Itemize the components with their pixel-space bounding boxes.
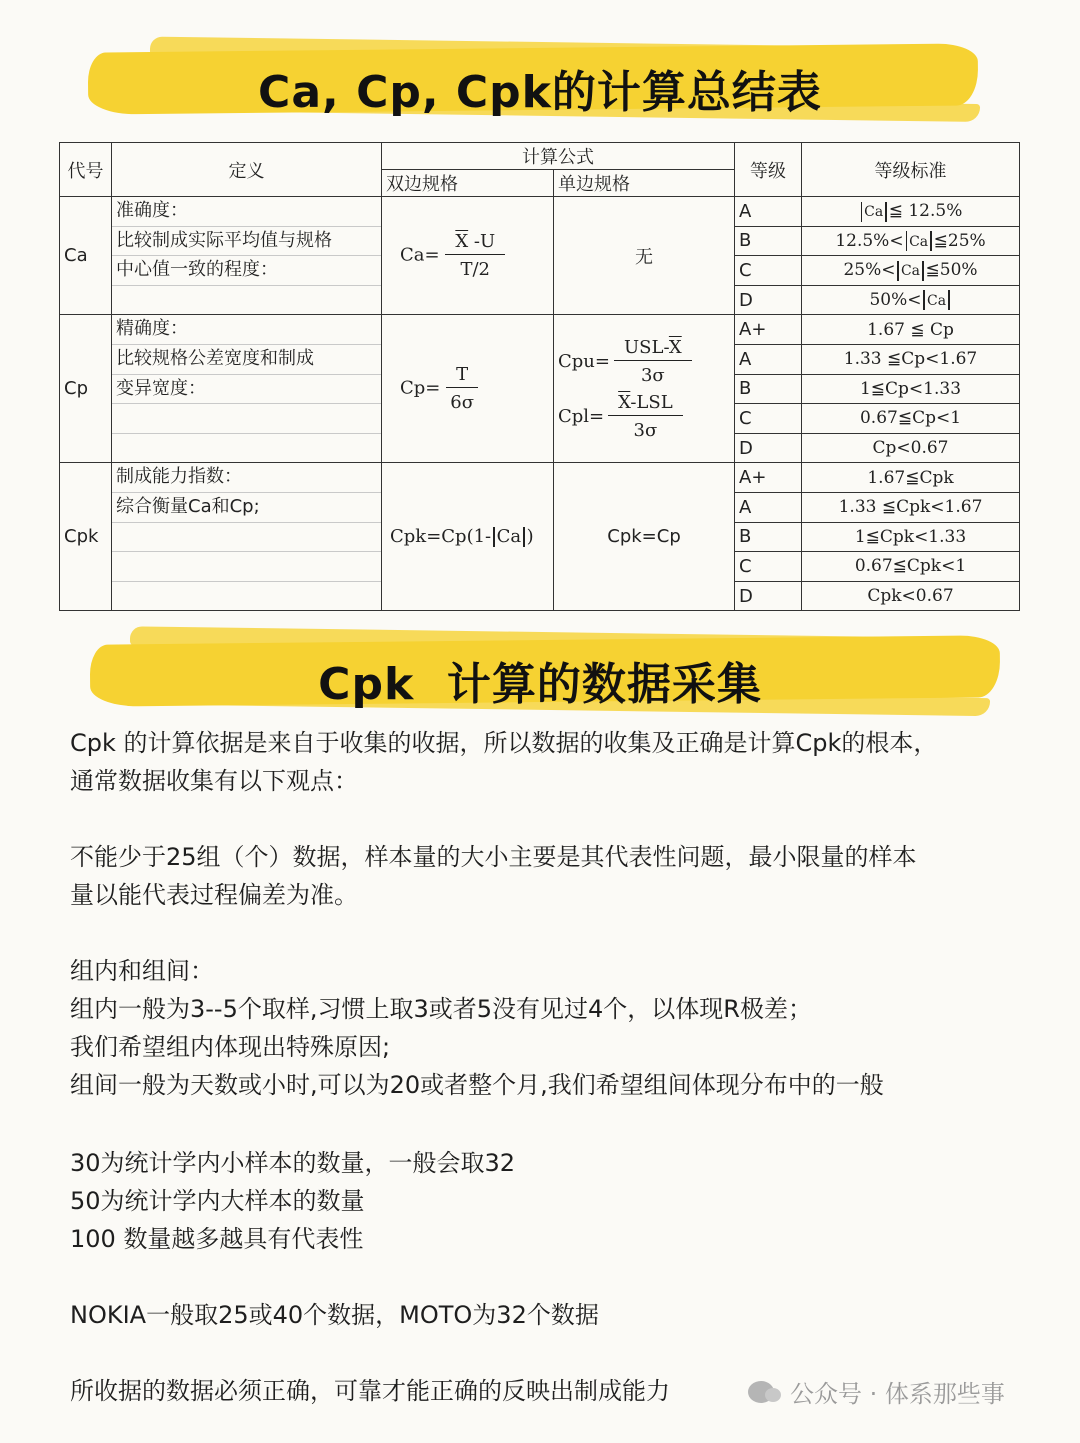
- abs-bar: [906, 231, 908, 251]
- text-line: 100 数量越多越具有代表性: [70, 1225, 364, 1253]
- grade-standard: 1.33 ≦Cp<1.67: [802, 344, 1020, 374]
- formula-lhs: Ca=: [400, 244, 440, 266]
- abs-bar: [493, 527, 495, 547]
- definition-line: [112, 286, 381, 315]
- grade-standard: 1≦Cp<1.33: [802, 374, 1020, 404]
- header-bilateral: 双边规格: [382, 170, 554, 197]
- abs-bar: [930, 231, 932, 251]
- formula-post: ): [526, 526, 534, 548]
- text-line: 通常数据收集有以下观点：: [70, 767, 358, 795]
- fraction: [445, 231, 505, 280]
- std-pre: 50%<: [869, 289, 922, 310]
- grade-label: D: [735, 285, 802, 315]
- wechat-icon: [748, 1381, 774, 1403]
- page-title: Ca, Cp, Cpk的计算总结表: [258, 67, 822, 118]
- definition-cp: [112, 315, 382, 463]
- text-line: Cpk 的计算依据是来自于收集的收据，所以数据的收集及正确是计算Cpk的根本，: [70, 729, 938, 757]
- definition-line: 综合衡量Ca和Cp;: [112, 493, 381, 523]
- grade-label: C: [735, 404, 802, 434]
- header-definition: 定义: [112, 143, 382, 197]
- grade-label: D: [735, 581, 802, 611]
- std-pre: 25%<: [843, 260, 896, 281]
- ca-var: Ca: [900, 263, 921, 280]
- header-formula: 计算公式: [382, 143, 735, 170]
- definition-line: 准确度：: [112, 197, 381, 227]
- fraction: [608, 392, 683, 441]
- grade-label: A: [735, 344, 802, 374]
- section-title: Cpk 计算的数据采集: [318, 659, 762, 710]
- watermark-text: 公众号 · 体系那些事: [790, 1380, 1005, 1408]
- std-pre: 12.5%<: [835, 230, 904, 251]
- watermark: [748, 1374, 1005, 1409]
- text-line: NOKIA一般取25或40个数据，MOTO为32个数据: [70, 1301, 599, 1329]
- definition-line: 变异宽度：: [112, 375, 381, 405]
- abs-bar: [861, 202, 863, 222]
- grade-label: C: [735, 256, 802, 286]
- header-code: 代号: [60, 143, 112, 197]
- definition-line: 比较规格公差宽度和制成: [112, 345, 381, 375]
- numerator: -U: [468, 231, 496, 253]
- abs-bar: [885, 202, 887, 222]
- formula-ca: [382, 197, 554, 315]
- code-ca: Ca: [60, 197, 112, 315]
- denominator: 3σ: [633, 419, 658, 441]
- grade-label: A: [735, 492, 802, 522]
- std-text: ≦50%: [925, 260, 978, 281]
- text-line: 量以能代表过程偏差为准。: [70, 881, 358, 909]
- text-line: 50为统计学内大样本的数量: [70, 1187, 365, 1215]
- denominator: 3σ: [640, 364, 665, 386]
- grade-standard: 1≦Cpk<1.33: [802, 522, 1020, 552]
- grade-label: B: [735, 522, 802, 552]
- denominator: 6σ: [450, 392, 474, 414]
- grade-standard: [802, 226, 1020, 256]
- x-bar: $\overline{X}$: [455, 231, 469, 253]
- cpu-lhs: Cpu=: [558, 350, 610, 372]
- definition-line: [112, 434, 381, 463]
- unilateral-ca: 无: [554, 197, 735, 315]
- x-bar: $\overline{X}$: [668, 336, 682, 358]
- title-banner-1: [0, 38, 1080, 122]
- text-line: 组内一般为3--5个取样,习惯上取3或者5没有见过4个，以体现R极差；: [70, 995, 812, 1023]
- header-grade-standard: 等级标准: [802, 143, 1020, 197]
- paragraph-intro: [70, 724, 1050, 800]
- definition-line: 中心值一致的程度：: [112, 256, 381, 286]
- definition-line: 比较制成实际平均值与规格: [112, 227, 381, 257]
- definition-ca: [112, 197, 382, 315]
- grade-standard: [802, 285, 1020, 315]
- paragraph-statistics: [70, 1144, 1050, 1258]
- text-line: 组间一般为天数或小时,可以为20或者整个月,我们希望组间体现分布中的一般: [70, 1071, 884, 1099]
- abs-bar: [897, 261, 899, 281]
- header-unilateral: 单边规格: [554, 170, 735, 197]
- grade-standard: 0.67≦Cpk<1: [802, 552, 1020, 582]
- text-line: 组内和组间：: [70, 957, 214, 985]
- grade-standard: 1.67 ≦ Cp: [802, 315, 1020, 345]
- text-line: 30为统计学内小样本的数量，一般会取32: [70, 1149, 516, 1177]
- definition-line: [112, 552, 381, 582]
- unilateral-cpk: Cpk=Cp: [554, 463, 735, 611]
- unilateral-cp: [554, 315, 735, 463]
- grade-standard: 0.67≦Cp<1: [802, 404, 1020, 434]
- abs-bar: [523, 527, 525, 547]
- definition-line: 精确度：: [112, 315, 381, 345]
- header-grade: 等级: [735, 143, 802, 197]
- numerator: USL-: [623, 336, 669, 358]
- text-line: 所收据的数据必须正确，可靠才能正确的反映出制成能力: [70, 1377, 670, 1405]
- fraction: [614, 337, 692, 386]
- numerator: T: [446, 364, 478, 388]
- numerator: -LSL: [630, 391, 673, 413]
- paragraph-sample-size: [70, 838, 1050, 914]
- grade-label: B: [735, 226, 802, 256]
- std-text: ≦ 12.5%: [888, 201, 963, 222]
- grade-standard: [802, 197, 1020, 227]
- grade-label: A+: [735, 463, 802, 493]
- grade-label: D: [735, 433, 802, 463]
- ca-var: Ca: [864, 204, 884, 221]
- formula-cpk: [382, 463, 554, 611]
- std-text: ≦25%: [933, 230, 986, 251]
- grade-label: A: [735, 197, 802, 227]
- grade-standard: [802, 256, 1020, 286]
- abs-bar: [922, 261, 924, 281]
- paragraph-subgroups: [70, 952, 1050, 1104]
- formula-pre: Cpk=Cp(1-: [390, 526, 492, 548]
- code-cpk: Cpk: [60, 463, 112, 611]
- definition-cpk: [112, 463, 382, 611]
- abs-bar: [923, 290, 925, 310]
- grade-standard: 1.67≦Cpk: [802, 463, 1020, 493]
- title-banner-2: [0, 626, 1080, 716]
- formula-cp: [382, 315, 554, 463]
- cpl-lhs: Cpl=: [558, 405, 605, 427]
- text-line: 不能少于25组（个）数据，样本量的大小主要是其代表性问题，最小限量的样本: [70, 843, 917, 871]
- definition-line: [112, 523, 381, 553]
- summary-table: [59, 142, 1020, 611]
- definition-line: [112, 582, 381, 611]
- grade-standard: Cp<0.67: [802, 433, 1020, 463]
- grade-standard: 1.33 ≦Cpk<1.67: [802, 492, 1020, 522]
- fraction: [446, 364, 478, 413]
- denominator: T/2: [460, 259, 490, 281]
- grade-standard: Cpk<0.67: [802, 581, 1020, 611]
- text-line: 我们希望组内体现出特殊原因;: [70, 1033, 391, 1061]
- ca-var: Ca: [909, 233, 929, 250]
- abs-bar: [948, 290, 950, 310]
- paragraph-companies: [70, 1296, 1050, 1334]
- ca-var: Ca: [496, 526, 522, 548]
- formula-lhs: Cp=: [400, 377, 441, 399]
- x-bar: $\overline{X}$: [618, 391, 631, 413]
- ca-var: Ca: [926, 292, 947, 309]
- code-cp: Cp: [60, 315, 112, 463]
- grade-label: B: [735, 374, 802, 404]
- definition-line: [112, 404, 381, 434]
- grade-label: A+: [735, 315, 802, 345]
- grade-label: C: [735, 552, 802, 582]
- definition-line: 制成能力指数：: [112, 463, 381, 493]
